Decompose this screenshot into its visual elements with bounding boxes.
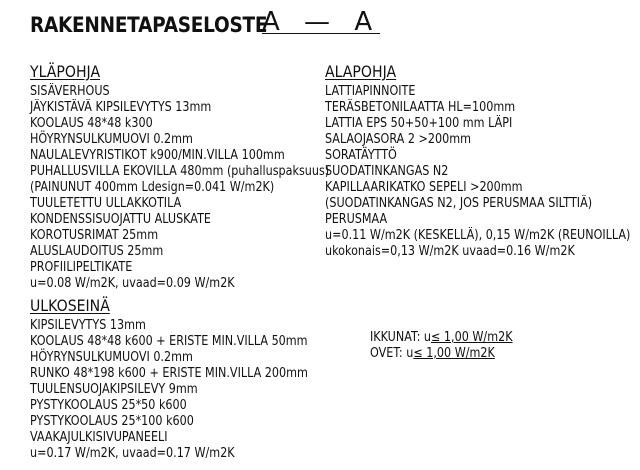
- roof-layer: KOROTUSRIMAT 25mm: [30, 228, 159, 243]
- floor-layer: SORATÄYTTÖ: [325, 148, 397, 163]
- roof-u-value: u=0.08 W/m2K, uvaad=0.09 W/m2K: [30, 276, 235, 291]
- roof-layer: HÖYRYNSULKUMUOVI 0.2mm: [30, 132, 193, 147]
- roof-layer: KOOLAUS 48*48 k300: [30, 116, 153, 131]
- floor-layer: KAPILLAARIKATKO SEPELI >200mm: [325, 180, 523, 195]
- doors-u-value: [370, 346, 513, 362]
- wall-layers: [30, 318, 353, 462]
- roof-layer: PUHALLUSVILLA EKOVILLA 480mm (puhalluspaksuus): [30, 164, 330, 179]
- roof-layer: SISÄVERHOUS: [30, 84, 110, 99]
- wall-heading: ULKOSEINÄ: [30, 296, 110, 315]
- wall-layer: KOOLAUS 48*48 k600 + ERISTE MIN.VILLA 50mm: [30, 334, 308, 349]
- floor-layers: [325, 84, 640, 260]
- doors-value: ≤ 1,00 W/m2K: [413, 346, 495, 361]
- roof-layer: KONDENSSISUOJATTU ALUSKATE: [30, 212, 211, 227]
- floor-layer: SUODATINKANGAS N2: [325, 164, 449, 179]
- roof-layer: PROFIILIPELTIKATE: [30, 260, 133, 275]
- floor-u-total: ukokonais=0,13 W/m2K uvaad=0.16 W/m2K: [325, 244, 575, 259]
- wall-layer: HÖYRYNSULKUMUOVI 0.2mm: [30, 350, 193, 365]
- wall-layer: KIPSILEVYTYS 13mm: [30, 318, 146, 333]
- windows-value: ≤ 1,00 W/m2K: [431, 330, 513, 345]
- floor-layer: SALAOJASORA 2 >200mm: [325, 132, 472, 147]
- roof-heading: YLÄPOHJA: [30, 62, 101, 81]
- wall-layer: TUULENSUOJAKIPSILEVY 9mm: [30, 382, 198, 397]
- openings-section: [370, 330, 536, 362]
- floor-heading: ALAPOHJA: [325, 62, 397, 81]
- floor-section: [325, 62, 640, 260]
- roof-layer: TUULETETTU ULLAKKOTILA: [30, 196, 182, 211]
- wall-layer: PYSTYKOOLAUS 25*100 k600: [30, 414, 194, 429]
- roof-layer: NAULALEVYRISTIKOT k900/MIN.VILLA 100mm: [30, 148, 285, 163]
- section-mark: [262, 7, 380, 37]
- floor-layer: LATTIA EPS 50+50+100 mm LÄPI: [325, 116, 513, 131]
- wall-layer: RUNKO 48*198 k600 + ERISTE MIN.VILLA 200mm: [30, 366, 308, 381]
- roof-layer: ALUSLAUDOITUS 25mm: [30, 244, 164, 259]
- doors-label: OVET: u: [370, 346, 414, 361]
- floor-layer: PERUSMAA: [325, 212, 388, 227]
- document-title: RAKENNETAPASELOSTE: [30, 13, 268, 37]
- floor-layer: LATTIAPINNOITE: [325, 84, 416, 99]
- wall-layer: VAAKAJULKISIVUPANEELI: [30, 430, 168, 445]
- wall-layer: PYSTYKOOLAUS 25*50 k600: [30, 398, 187, 413]
- wall-section: [30, 296, 353, 462]
- floor-layer: TERÄSBETONILAATTA HL=100mm: [325, 100, 516, 115]
- windows-u-value: [370, 330, 513, 346]
- floor-layer: (SUODATINKANGAS N2, JOS PERUSMAA SILTTIÄ): [325, 196, 593, 211]
- openings-list: [370, 330, 536, 362]
- wall-u-value: u=0.17 W/m2K, uvaad=0.17 W/m2K: [30, 446, 235, 461]
- roof-layer: JÄYKISTÄVÄ KIPSILEVYTYS 13mm: [30, 100, 212, 115]
- roof-layer: (PAINUNUT 400mm Ldesign=0.041 W/m2K): [30, 180, 275, 195]
- section-mark-text: A — A: [262, 7, 381, 37]
- windows-label: IKKUNAT: u: [370, 330, 432, 345]
- floor-u-value: u=0.11 W/m2K (KESKELLÄ), 0,15 W/m2K (REUNOILLA): [325, 228, 631, 243]
